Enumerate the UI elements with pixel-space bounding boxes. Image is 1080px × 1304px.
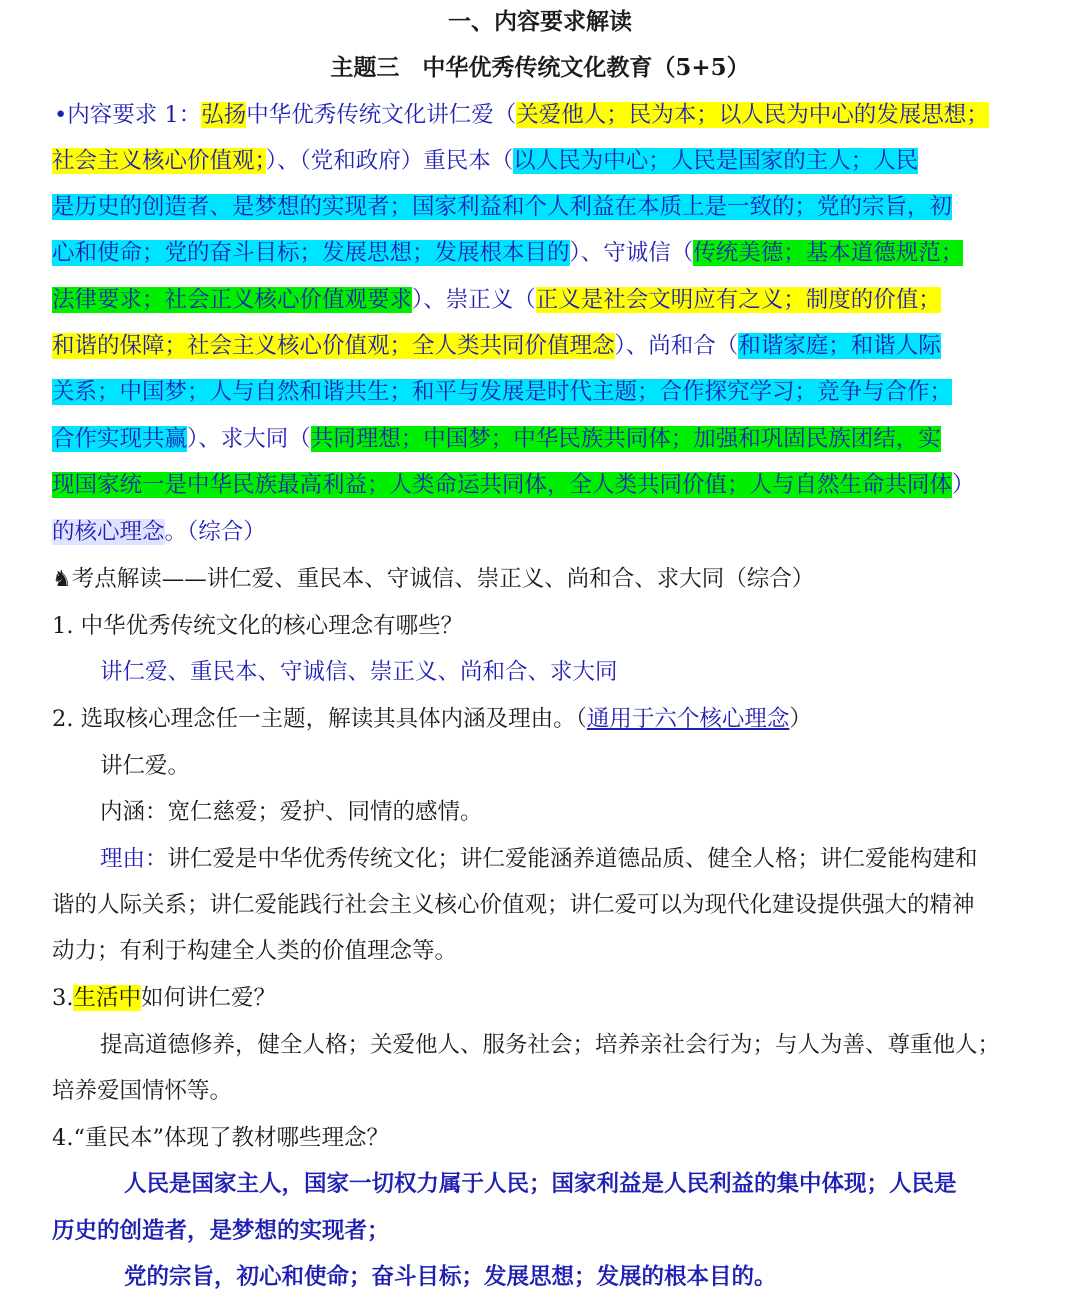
requirement-line-2 xyxy=(52,141,1032,181)
q2-question-text: 2. 选取核心理念任一主题，解读其具体内涵及理由。（ xyxy=(52,706,587,732)
highlight-cyan: 是历史的创造者、是梦想的实现者；国家利益和个人利益在本质上是一致的；党的宗旨，初 xyxy=(52,194,953,220)
q3-number: 3. xyxy=(52,985,74,1011)
requirement-text: ）、崇正义（ xyxy=(412,287,536,313)
requirement-line-3 xyxy=(52,187,1032,227)
q1-question: 1. 中华优秀传统文化的核心理念有哪些？ xyxy=(52,613,464,639)
q2-reason-line-3: 动力；有利于构建全人类的价值理念等。 xyxy=(52,938,458,964)
requirement-line-6 xyxy=(52,326,1032,366)
requirement-label: •内容要求 1： xyxy=(54,102,202,128)
highlight-cyan: 心和使命；党的奋斗目标；发展思想；发展根本目的 xyxy=(52,240,570,266)
q2-link[interactable]: 通用于六个核心理念 xyxy=(586,706,790,732)
requirement-text: ）、求大同（ xyxy=(187,426,311,452)
key-points-heading xyxy=(52,559,1032,600)
q4-answer-line-3: 党的宗旨，初心和使命；奋斗目标；发展思想；发展的根本目的。 xyxy=(124,1264,777,1290)
highlight-promote: 弘扬 xyxy=(201,102,247,128)
highlight-green: 现国家统一是中华民族最高利益；人类命运共同体，全人类共同价值；人与自然生命共同体 xyxy=(52,472,953,498)
q2-reason-line-1 xyxy=(100,839,1040,879)
highlight-yellow: 关爱他人；民为本；以人民为中心的发展思想； xyxy=(516,102,989,128)
highlight-cyan: 和谐家庭；和谐人际 xyxy=(738,333,941,359)
requirement-line-1 xyxy=(54,95,1034,135)
q2-question-end: ） xyxy=(789,706,812,732)
theme-title: 主题三 中华优秀传统文化教育（5+5） xyxy=(330,54,750,81)
requirement-line-10 xyxy=(52,512,1032,552)
requirement-text: ）、尚和合（ xyxy=(614,333,739,359)
q3-answer-line-1: 提高道德修养，健全人格；关爱他人、服务社会；培养亲社会行为；与人为善、尊重他人； xyxy=(100,1032,1001,1058)
q2-reason-text: 讲仁爱是中华优秀传统文化；讲仁爱能涵养道德品质、健全人格；讲仁爱能构建和 xyxy=(167,846,978,872)
q2-connotation: 内涵：宽仁慈爱；爱护、同情的感情。 xyxy=(100,799,483,825)
requirement-text: ）、守诚信（ xyxy=(569,240,694,266)
highlight-cyan: 合作实现共赢 xyxy=(52,426,188,452)
q4-question: 4.“重民本”体现了教材哪些理念？ xyxy=(52,1125,389,1151)
q4-answer-line-2: 历史的创造者，是梦想的实现者； xyxy=(52,1218,390,1244)
q3-highlight: 生活中 xyxy=(73,985,141,1011)
highlight-cyan: 以人民为中心；人民是国家的主人；人民 xyxy=(513,148,919,174)
q2-question xyxy=(52,699,1032,739)
section-title: 一、内容要求解读 xyxy=(448,8,632,35)
key-points-text: 考点解读——讲仁爱、重民本、守诚信、崇正义、尚和合、求大同（综合） xyxy=(71,566,815,592)
q3-question-text: 如何讲仁爱？ xyxy=(140,985,276,1011)
requirement-line-5 xyxy=(52,280,1032,320)
q2-topic: 讲仁爱。 xyxy=(100,753,191,779)
highlight-yellow: 社会主义核心价值观； xyxy=(52,148,266,174)
highlight-green: 法律要求；社会正义核心价值观要求 xyxy=(52,287,413,313)
requirement-text: ） xyxy=(952,472,975,498)
highlight-green: 共同理想；中国梦；中华民族共同体；加强和巩固民族团结，实 xyxy=(310,426,941,452)
highlight-green: 传统美德；基本道德规范； xyxy=(693,240,964,266)
requirement-text: ）、（党和政府）重民本（ xyxy=(265,148,514,174)
q4-answer-line-1: 人民是国家主人，国家一切权力属于人民；国家利益是人民利益的集中体现；人民是 xyxy=(124,1171,957,1197)
highlight-yellow: 正义是社会文明应有之义；制度的价值； xyxy=(535,287,941,313)
highlight-yellow: 和谐的保障；社会主义核心价值观；全人类共同价值理念 xyxy=(52,333,615,359)
requirement-line-7 xyxy=(52,372,1032,412)
highlight-cyan: 关系；中国梦；人与自然和谐共生；和平与发展是时代主题；合作探究学习；竞争与合作； xyxy=(52,379,953,405)
requirement-text: 。（综合） xyxy=(164,519,266,545)
q3-answer-line-2: 培养爱国情怀等。 xyxy=(52,1078,233,1104)
q2-reason-label: 理由： xyxy=(100,846,168,872)
q1-answer: 讲仁爱、重民本、守诚信、崇正义、尚和合、求大同 xyxy=(100,659,618,685)
requirement-line-8 xyxy=(52,419,1032,459)
q2-reason-line-2: 谐的人际关系；讲仁爱能践行社会主义核心价值观；讲仁爱可以为现代化建设提供强大的精神 xyxy=(52,892,975,918)
requirement-line-4 xyxy=(52,233,1032,273)
requirement-line-9 xyxy=(52,465,1032,505)
q3-question xyxy=(52,978,1032,1018)
spade-icon: ♞ xyxy=(52,567,72,592)
core-concept-text: 的核心理念 xyxy=(52,519,165,545)
requirement-text: 中华优秀传统文化讲仁爱（ xyxy=(246,102,517,128)
